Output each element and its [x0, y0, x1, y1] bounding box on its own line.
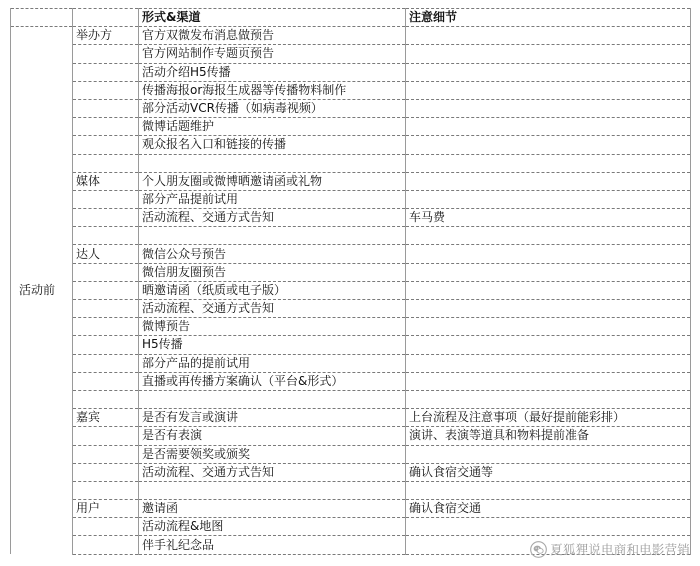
notes-cell [406, 245, 691, 263]
notes-cell [406, 336, 691, 354]
header-cell-group [73, 9, 139, 27]
header-row [11, 9, 691, 27]
table-row [11, 172, 691, 190]
channel-cell [139, 481, 406, 499]
group-cell [73, 118, 139, 136]
channel-cell: 微博话题维护 [139, 118, 406, 136]
channel-cell: 微信朋友圈预告 [139, 263, 406, 281]
group-cell: 举办方 [73, 27, 139, 45]
table-row [11, 45, 691, 63]
group-cell [73, 63, 139, 81]
channel-cell: 邀请函 [139, 500, 406, 518]
wechat-icon [530, 541, 547, 558]
group-cell [73, 300, 139, 318]
channel-cell: 微博预告 [139, 318, 406, 336]
table-row [11, 427, 691, 445]
notes-cell: 确认食宿交通 [406, 500, 691, 518]
group-cell: 嘉宾 [73, 409, 139, 427]
table-row [11, 372, 691, 390]
table-row [11, 209, 691, 227]
notes-cell [406, 81, 691, 99]
group-cell [73, 518, 139, 536]
channel-cell: 是否有发言或演讲 [139, 409, 406, 427]
channel-cell [139, 390, 406, 408]
notes-cell: 演讲、表演等道具和物料提前准备 [406, 427, 691, 445]
group-cell [73, 354, 139, 372]
group-cell [73, 372, 139, 390]
group-cell [73, 209, 139, 227]
group-cell [73, 481, 139, 499]
table-row [11, 99, 691, 117]
channel-cell: 活动流程、交通方式告知 [139, 463, 406, 481]
table-row [11, 445, 691, 463]
channel-cell [139, 154, 406, 172]
table-row [11, 118, 691, 136]
notes-cell [406, 99, 691, 117]
group-cell [73, 190, 139, 208]
group-cell [73, 281, 139, 299]
group-cell [73, 390, 139, 408]
notes-cell [406, 227, 691, 245]
table-row [11, 63, 691, 81]
table-row [11, 500, 691, 518]
notes-cell: 确认食宿交通等 [406, 463, 691, 481]
header-cell-channel: 形式&渠道 [139, 9, 406, 27]
notes-cell [406, 300, 691, 318]
activity-plan-table [10, 8, 691, 555]
notes-cell [406, 390, 691, 408]
group-cell: 达人 [73, 245, 139, 263]
table-row [11, 354, 691, 372]
table-row [11, 518, 691, 536]
table-row [11, 245, 691, 263]
group-cell [73, 45, 139, 63]
channel-cell: 部分活动VCR传播（如病毒视频） [139, 99, 406, 117]
channel-cell: 观众报名入口和链接的传播 [139, 136, 406, 154]
group-cell [73, 318, 139, 336]
group-cell [73, 336, 139, 354]
group-cell [73, 81, 139, 99]
header-cell-notes: 注意细节 [406, 9, 691, 27]
group-cell: 媒体 [73, 172, 139, 190]
notes-cell [406, 172, 691, 190]
notes-cell [406, 445, 691, 463]
table-row [11, 227, 691, 245]
table-row [11, 154, 691, 172]
table-row [11, 481, 691, 499]
notes-cell [406, 263, 691, 281]
stage-cell: 活动前 [11, 27, 73, 554]
notes-cell [406, 136, 691, 154]
table-row [11, 390, 691, 408]
channel-cell: 官方双微发布消息做预告 [139, 27, 406, 45]
channel-cell: 传播海报or海报生成器等传播物料制作 [139, 81, 406, 99]
notes-cell [406, 27, 691, 45]
channel-cell: 活动流程、交通方式告知 [139, 300, 406, 318]
notes-cell: 车马费 [406, 209, 691, 227]
table-row [11, 27, 691, 45]
table-row [11, 409, 691, 427]
table-row [11, 336, 691, 354]
channel-cell [139, 227, 406, 245]
channel-cell: 活动介绍H5传播 [139, 63, 406, 81]
channel-cell: 伴手礼纪念品 [139, 536, 406, 554]
notes-cell [406, 372, 691, 390]
notes-cell [406, 281, 691, 299]
group-cell [73, 463, 139, 481]
channel-cell: 部分产品提前试用 [139, 190, 406, 208]
notes-cell [406, 518, 691, 536]
channel-cell: 直播或再传播方案确认（平台&形式） [139, 372, 406, 390]
channel-cell: 晒邀请函（纸质或电子版） [139, 281, 406, 299]
group-cell [73, 536, 139, 554]
notes-cell [406, 481, 691, 499]
table-row [11, 300, 691, 318]
notes-cell [406, 45, 691, 63]
group-cell [73, 427, 139, 445]
group-cell [73, 154, 139, 172]
channel-cell: 是否有表演 [139, 427, 406, 445]
table-row [11, 81, 691, 99]
table-row [11, 318, 691, 336]
group-cell [73, 227, 139, 245]
channel-cell: 活动流程&地图 [139, 518, 406, 536]
channel-cell: 微信公众号预告 [139, 245, 406, 263]
header-cell-stage [11, 9, 73, 27]
notes-cell [406, 118, 691, 136]
table-row [11, 281, 691, 299]
notes-cell [406, 318, 691, 336]
table-row [11, 263, 691, 281]
group-cell [73, 263, 139, 281]
channel-cell: 官方网站制作专题页预告 [139, 45, 406, 63]
table-row [11, 136, 691, 154]
notes-cell [406, 190, 691, 208]
group-cell [73, 136, 139, 154]
group-cell [73, 445, 139, 463]
watermark [530, 540, 690, 558]
notes-cell [406, 354, 691, 372]
channel-cell: 部分产品的提前试用 [139, 354, 406, 372]
table-row [11, 190, 691, 208]
channel-cell: 活动流程、交通方式告知 [139, 209, 406, 227]
notes-cell: 上台流程及注意事项（最好提前能彩排） [406, 409, 691, 427]
notes-cell [406, 63, 691, 81]
channel-cell: H5传播 [139, 336, 406, 354]
notes-cell [406, 154, 691, 172]
group-cell: 用户 [73, 500, 139, 518]
channel-cell: 个人朋友圈或微博晒邀请函或礼物 [139, 172, 406, 190]
group-cell [73, 99, 139, 117]
channel-cell: 是否需要领奖或颁奖 [139, 445, 406, 463]
table-row [11, 463, 691, 481]
watermark-text: 夏狐狸说电商和电影营销 [550, 542, 690, 557]
